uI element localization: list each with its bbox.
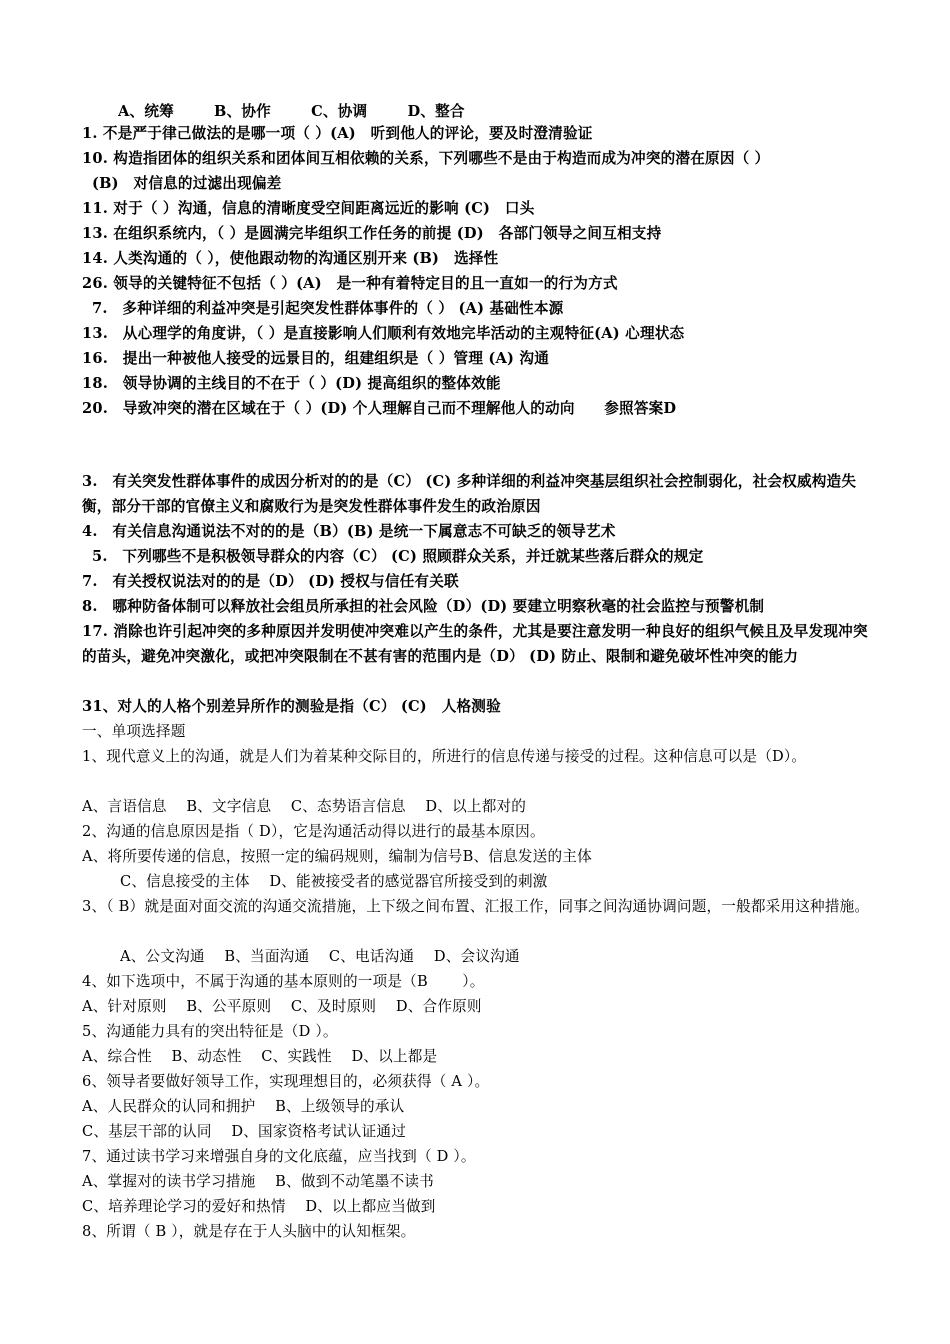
options-line: A、综合性 B、动态性 C、实践性 D、以上都是 xyxy=(82,1048,438,1065)
question-line: 8. 哪种防备体制可以释放社会组员所承担的社会风险（D）(D) 要建立明察秋毫的社会监控与预警机制 xyxy=(82,598,765,615)
question-line: 20. 导致冲突的潜在区域在于（ ）(D) 个人理解自己而不理解他人的动向 参照答案D xyxy=(82,400,677,417)
question-line: 7、通过读书学习来增强自身的文化底蕴，应当找到（ D ）。 xyxy=(82,1148,476,1165)
options-line: C、基层干部的认同 D、国家资格考试认证通过 xyxy=(82,1123,406,1140)
question-line: 5. 下列哪些不是积极领导群众的内容（C） (C) 照顾群众关系，并迁就某些落后群众的规定 xyxy=(92,548,704,565)
question-line: 5、沟通能力具有的突出特征是（D ）。 xyxy=(82,1023,338,1040)
question-line: 4、如下选项中，不属于沟通的基本原则的一项是（B ）。 xyxy=(82,973,485,990)
question-line: 3. 有关突发性群体事件的成因分析对的的是（C） (C) 多种详细的利益冲突基层组织社会控制弱化，社会权威构造失衡，部分干部的官僚主义和腐败行为是突发性群体事件发生的政治原因 xyxy=(82,473,857,515)
question-line: 7. 多种详细的利益冲突是引起突发性群体事件的（ ） (A) 基础性本源 xyxy=(92,300,564,317)
options-line: A、人民群众的认同和拥护 B、上级领导的承认 xyxy=(82,1098,405,1115)
question-line: 31、对人的人格个别差异所作的测验是指（C） (C) 人格测验 xyxy=(82,698,501,715)
question-line: 11. 对于（ ）沟通，信息的清晰度受空间距离远近的影响 (C) 口头 xyxy=(82,200,535,217)
options-line: C、培养理论学习的爱好和热情 D、以上都应当做到 xyxy=(82,1198,436,1215)
section-heading: 一、单项选择题 xyxy=(82,723,186,740)
question-line: 17. 消除也许引起冲突的多种原因并发明使冲突难以产生的条件，尤其是要注意发明一种良好的组织气候且及早发现冲突的苗头，避免冲突激化，或把冲突限制在不甚有害的范围内是（D） (D) 防止、限制和避免破坏性冲突的能力 xyxy=(82,623,868,665)
options-line: A、针对原则 B、公平原则 C、及时原则 D、合作原则 xyxy=(82,998,482,1015)
question-line: 13. 从心理学的角度讲，（ ）是直接影响人们顺利有效地完毕活动的主观特征(A) 心理状态 xyxy=(82,325,685,342)
options-line: A、掌握对的读书学习措施 B、做到不动笔墨不读书 xyxy=(82,1173,434,1190)
question-line: 6、领导者要做好领导工作，实现理想目的，必须获得（ A ）。 xyxy=(82,1073,490,1090)
question-line: 8、所谓（ B ），就是存在于人头脑中的认知框架。 xyxy=(82,1223,416,1240)
question-line: 4. 有关信息沟通说法不对的的是（B）(B) 是统一下属意志不可缺乏的领导艺术 xyxy=(82,523,616,540)
question-line: 18. 领导协调的主线目的不在于（ ）(D) 提高组织的整体效能 xyxy=(82,375,501,392)
options-line: A、将所要传递的信息，按照一定的编码规则，编制为信号B、信息发送的主体 xyxy=(82,848,592,865)
question-line: 10. 构造指团体的组织关系和团体间互相依赖的关系，下列哪些不是由于构造而成为冲突的潜在原因（ ） xyxy=(82,150,770,167)
question-line: 3、（ B）就是面对面交流的沟通交流措施，上下级之间布置、汇报工作，同事之间沟通协调问题，一般都采用这种措施。 xyxy=(82,898,870,915)
options-line: A、统筹 B、协作 C、协调 D、整合 xyxy=(118,103,465,120)
options-line: C、信息接受的主体 D、能被接受者的感觉器官所接受到的刺激 xyxy=(120,873,548,890)
question-line: 13. 在组织系统内，（ ）是圆满完毕组织工作任务的前提 (D) 各部门领导之间互相支持 xyxy=(82,225,662,242)
question-line: 1. 不是严于律己做法的是哪一项（ ）(A) 听到他人的评论，要及时澄清验证 xyxy=(82,125,593,142)
options-line: A、言语信息 B、文字信息 C、态势语言信息 D、以上都对的 xyxy=(82,798,527,815)
options-line: A、公文沟通 B、当面沟通 C、电话沟通 D、会议沟通 xyxy=(120,948,520,965)
question-line: 7. 有关授权说法对的的是（D） (D) 授权与信任有关联 xyxy=(82,573,459,590)
question-line: 1、现代意义上的沟通，就是人们为着某种交际目的，所进行的信息传递与接受的过程。这种信息可以是（D）。 xyxy=(82,748,807,765)
question-line: 16. 提出一种被他人接受的远景目的，组建组织是（ ）管理 (A) 沟通 xyxy=(82,350,549,367)
question-line: 2、沟通的信息原因是指（ D），它是沟通活动得以进行的最基本原因。 xyxy=(82,823,545,840)
question-line: 26. 领导的关键特征不包括（ ）(A) 是一种有着特定目的且一直如一的行为方式 xyxy=(82,275,618,292)
question-line: 14. 人类沟通的（ ），使他跟动物的沟通区别开来 (B) 选择性 xyxy=(82,250,499,267)
answer-line: (B) 对信息的过滤出现偏差 xyxy=(92,175,282,192)
